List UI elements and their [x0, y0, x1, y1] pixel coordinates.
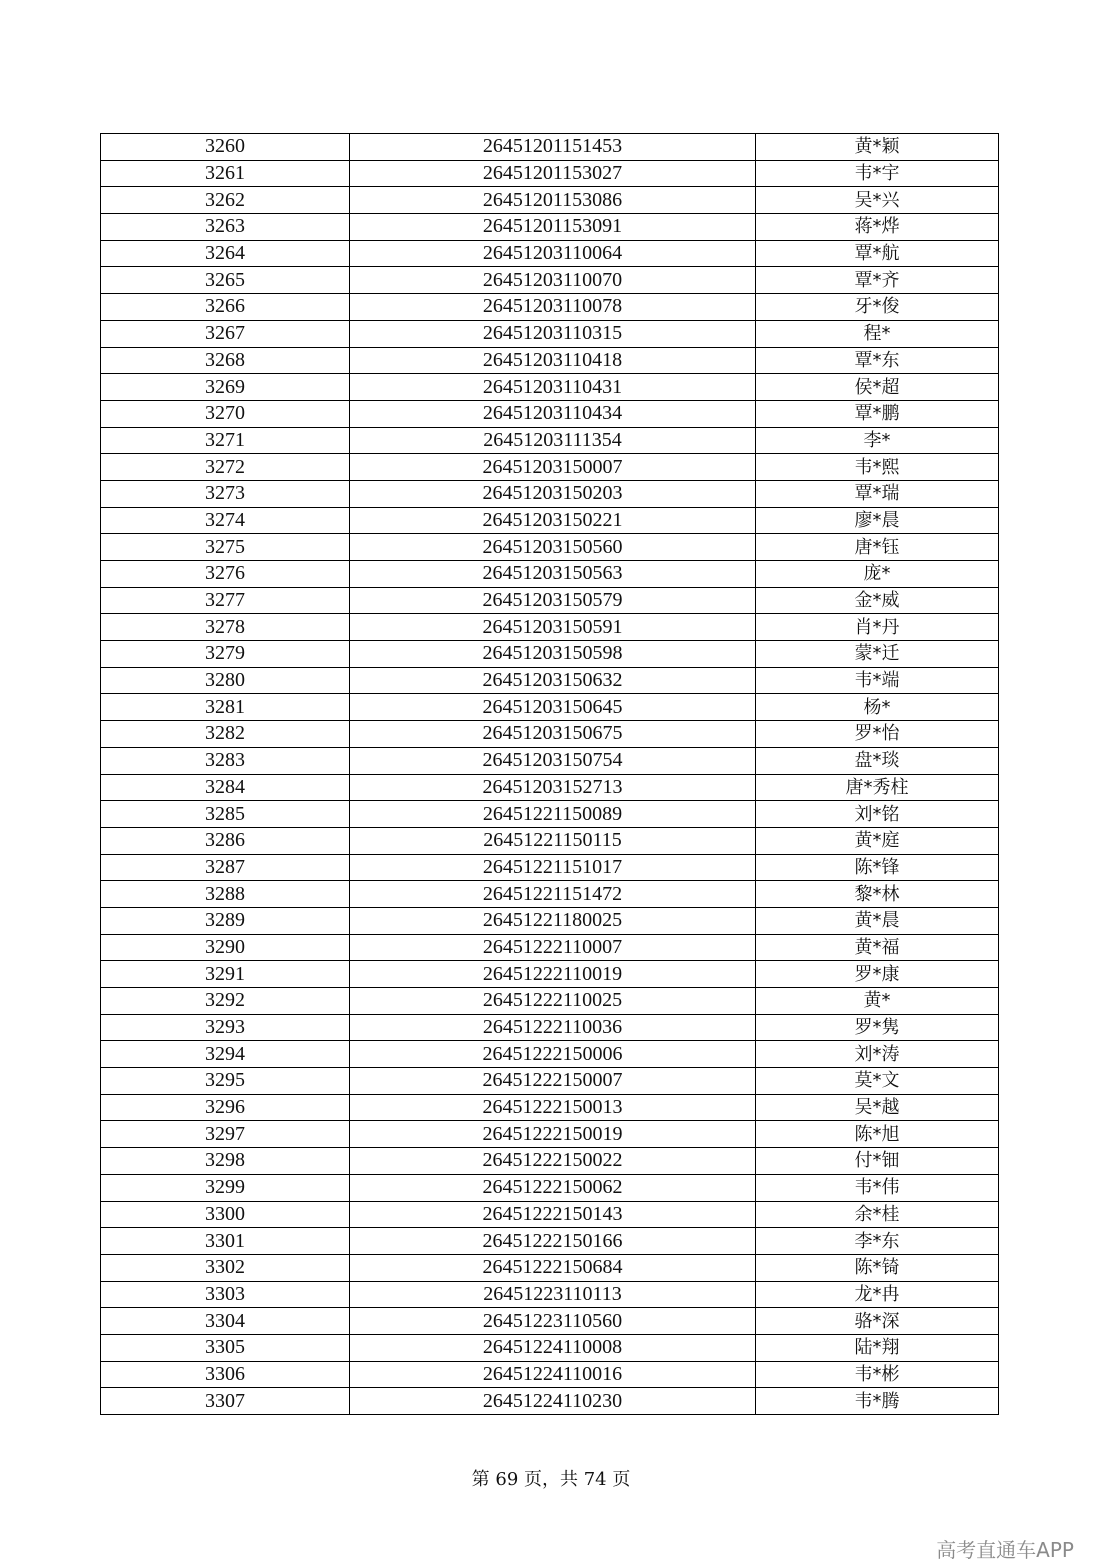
- row-number-cell: 3297: [101, 1121, 350, 1148]
- row-number-cell: 3282: [101, 721, 350, 748]
- exam-id-cell: 26451222150013: [350, 1094, 756, 1121]
- table-row: [101, 134, 999, 161]
- row-number-cell: 3279: [101, 641, 350, 668]
- row-number-cell: 3260: [101, 134, 350, 161]
- row-number-cell: 3271: [101, 427, 350, 454]
- student-name-cell: 唐*秀柱: [756, 774, 999, 801]
- table-row: [101, 1094, 999, 1121]
- exam-id-cell: 26451203111354: [350, 427, 756, 454]
- exam-id-cell: 26451222110025: [350, 988, 756, 1015]
- student-name-cell: 牙*俊: [756, 294, 999, 321]
- row-number-cell: 3289: [101, 907, 350, 934]
- table-row: [101, 667, 999, 694]
- row-number-cell: 3269: [101, 374, 350, 401]
- student-name-cell: 陆*翔: [756, 1334, 999, 1361]
- exam-id-cell: 26451224110016: [350, 1361, 756, 1388]
- table-row: [101, 427, 999, 454]
- row-number-cell: 3273: [101, 480, 350, 507]
- row-number-cell: 3287: [101, 854, 350, 881]
- row-number-cell: 3278: [101, 614, 350, 641]
- row-number-cell: 3292: [101, 988, 350, 1015]
- table-row: [101, 907, 999, 934]
- row-number-cell: 3264: [101, 240, 350, 267]
- exam-id-cell: 26451222150022: [350, 1148, 756, 1175]
- table-row: [101, 721, 999, 748]
- student-name-cell: 罗*隽: [756, 1014, 999, 1041]
- student-name-cell: 骆*深: [756, 1308, 999, 1335]
- row-number-cell: 3267: [101, 320, 350, 347]
- row-number-cell: 3276: [101, 561, 350, 588]
- exam-id-cell: 26451222110036: [350, 1014, 756, 1041]
- student-name-cell: 韦*腾: [756, 1388, 999, 1415]
- table-row: [101, 1361, 999, 1388]
- watermark-text: 高考直通车APP: [936, 1538, 1074, 1562]
- table-row: [101, 454, 999, 481]
- exam-id-cell: 26451224110008: [350, 1334, 756, 1361]
- row-number-cell: 3296: [101, 1094, 350, 1121]
- exam-id-cell: 26451203110078: [350, 294, 756, 321]
- exam-id-cell: 26451203150675: [350, 721, 756, 748]
- student-name-cell: 覃*瑞: [756, 480, 999, 507]
- table-row: [101, 1121, 999, 1148]
- table-row: [101, 480, 999, 507]
- student-name-cell: 吴*兴: [756, 187, 999, 214]
- row-number-cell: 3274: [101, 507, 350, 534]
- student-name-cell: 蒋*烨: [756, 214, 999, 241]
- exam-id-cell: 26451221180025: [350, 907, 756, 934]
- row-number-cell: 3275: [101, 534, 350, 561]
- table-row: [101, 507, 999, 534]
- exam-id-cell: 26451221150115: [350, 827, 756, 854]
- roster-body: [101, 134, 999, 1415]
- student-name-cell: 李*东: [756, 1228, 999, 1255]
- table-row: [101, 1201, 999, 1228]
- student-name-cell: 刘*铭: [756, 801, 999, 828]
- exam-id-cell: 26451203150563: [350, 561, 756, 588]
- student-name-cell: 陈*旭: [756, 1121, 999, 1148]
- student-name-cell: 付*钿: [756, 1148, 999, 1175]
- table-row: [101, 240, 999, 267]
- exam-id-cell: 26451203150203: [350, 480, 756, 507]
- student-name-cell: 刘*涛: [756, 1041, 999, 1068]
- table-row: [101, 294, 999, 321]
- exam-id-cell: 26451221151472: [350, 881, 756, 908]
- exam-id-cell: 26451222150019: [350, 1121, 756, 1148]
- exam-id-cell: 26451222150007: [350, 1068, 756, 1095]
- table-row: [101, 1174, 999, 1201]
- table-row: [101, 587, 999, 614]
- student-name-cell: 庞*: [756, 561, 999, 588]
- table-row: [101, 400, 999, 427]
- row-number-cell: 3305: [101, 1334, 350, 1361]
- row-number-cell: 3280: [101, 667, 350, 694]
- exam-id-cell: 26451222110007: [350, 934, 756, 961]
- table-row: [101, 1228, 999, 1255]
- table-row: [101, 1014, 999, 1041]
- table-row: [101, 187, 999, 214]
- exam-id-cell: 26451221150089: [350, 801, 756, 828]
- student-name-cell: 廖*晨: [756, 507, 999, 534]
- student-name-cell: 覃*东: [756, 347, 999, 374]
- exam-id-cell: 26451201153027: [350, 160, 756, 187]
- table-row: [101, 694, 999, 721]
- exam-id-cell: 26451203150632: [350, 667, 756, 694]
- student-name-cell: 罗*康: [756, 961, 999, 988]
- student-name-cell: 蒙*迁: [756, 641, 999, 668]
- student-name-cell: 韦*伟: [756, 1174, 999, 1201]
- exam-id-cell: 26451201151453: [350, 134, 756, 161]
- table-row: [101, 934, 999, 961]
- row-number-cell: 3268: [101, 347, 350, 374]
- student-name-cell: 杨*: [756, 694, 999, 721]
- exam-id-cell: 26451201153091: [350, 214, 756, 241]
- student-name-cell: 黄*: [756, 988, 999, 1015]
- table-row: [101, 1148, 999, 1175]
- row-number-cell: 3262: [101, 187, 350, 214]
- table-row: [101, 961, 999, 988]
- exam-id-cell: 26451222110019: [350, 961, 756, 988]
- table-row: [101, 534, 999, 561]
- exam-id-cell: 26451203150221: [350, 507, 756, 534]
- exam-id-cell: 26451203152713: [350, 774, 756, 801]
- table-row: [101, 801, 999, 828]
- student-name-cell: 罗*怡: [756, 721, 999, 748]
- table-row: [101, 827, 999, 854]
- table-row: [101, 320, 999, 347]
- row-number-cell: 3293: [101, 1014, 350, 1041]
- student-name-cell: 黎*林: [756, 881, 999, 908]
- student-name-cell: 莫*文: [756, 1068, 999, 1095]
- roster-table: [100, 133, 999, 1415]
- row-number-cell: 3270: [101, 400, 350, 427]
- student-name-cell: 陈*锜: [756, 1254, 999, 1281]
- table-row: [101, 747, 999, 774]
- row-number-cell: 3298: [101, 1148, 350, 1175]
- exam-id-cell: 26451203150560: [350, 534, 756, 561]
- table-row: [101, 641, 999, 668]
- exam-id-cell: 26451203110064: [350, 240, 756, 267]
- exam-id-cell: 26451201153086: [350, 187, 756, 214]
- row-number-cell: 3295: [101, 1068, 350, 1095]
- student-name-cell: 黄*福: [756, 934, 999, 961]
- table-row: [101, 1281, 999, 1308]
- student-name-cell: 覃*鹏: [756, 400, 999, 427]
- student-name-cell: 韦*宇: [756, 160, 999, 187]
- exam-id-cell: 26451222150062: [350, 1174, 756, 1201]
- student-name-cell: 侯*超: [756, 374, 999, 401]
- row-number-cell: 3265: [101, 267, 350, 294]
- table-row: [101, 1388, 999, 1415]
- exam-id-cell: 26451203110315: [350, 320, 756, 347]
- exam-id-cell: 26451203150579: [350, 587, 756, 614]
- exam-id-cell: 26451203150591: [350, 614, 756, 641]
- row-number-cell: 3283: [101, 747, 350, 774]
- row-number-cell: 3299: [101, 1174, 350, 1201]
- row-number-cell: 3285: [101, 801, 350, 828]
- exam-id-cell: 26451203110070: [350, 267, 756, 294]
- table-row: [101, 1068, 999, 1095]
- row-number-cell: 3263: [101, 214, 350, 241]
- exam-id-cell: 26451222150684: [350, 1254, 756, 1281]
- student-name-cell: 黄*庭: [756, 827, 999, 854]
- table-row: [101, 267, 999, 294]
- row-number-cell: 3307: [101, 1388, 350, 1415]
- student-name-cell: 黄*晨: [756, 907, 999, 934]
- row-number-cell: 3281: [101, 694, 350, 721]
- row-number-cell: 3291: [101, 961, 350, 988]
- student-name-cell: 覃*航: [756, 240, 999, 267]
- student-name-cell: 金*威: [756, 587, 999, 614]
- exam-id-cell: 26451203150598: [350, 641, 756, 668]
- row-number-cell: 3294: [101, 1041, 350, 1068]
- student-name-cell: 黄*颖: [756, 134, 999, 161]
- exam-id-cell: 26451203150007: [350, 454, 756, 481]
- student-name-cell: 余*桂: [756, 1201, 999, 1228]
- exam-id-cell: 26451223110560: [350, 1308, 756, 1335]
- table-row: [101, 774, 999, 801]
- exam-id-cell: 26451203150754: [350, 747, 756, 774]
- student-name-cell: 程*: [756, 320, 999, 347]
- table-row: [101, 214, 999, 241]
- exam-id-cell: 26451203110431: [350, 374, 756, 401]
- student-name-cell: 陈*锋: [756, 854, 999, 881]
- row-number-cell: 3303: [101, 1281, 350, 1308]
- row-number-cell: 3286: [101, 827, 350, 854]
- exam-id-cell: 26451224110230: [350, 1388, 756, 1415]
- row-number-cell: 3284: [101, 774, 350, 801]
- row-number-cell: 3272: [101, 454, 350, 481]
- student-name-cell: 龙*冉: [756, 1281, 999, 1308]
- row-number-cell: 3306: [101, 1361, 350, 1388]
- table-row: [101, 1254, 999, 1281]
- row-number-cell: 3302: [101, 1254, 350, 1281]
- student-name-cell: 韦*端: [756, 667, 999, 694]
- row-number-cell: 3290: [101, 934, 350, 961]
- table-row: [101, 1308, 999, 1335]
- exam-id-cell: 26451203110418: [350, 347, 756, 374]
- table-row: [101, 854, 999, 881]
- exam-id-cell: 26451221151017: [350, 854, 756, 881]
- exam-id-cell: 26451222150166: [350, 1228, 756, 1255]
- table-row: [101, 988, 999, 1015]
- student-name-cell: 吴*越: [756, 1094, 999, 1121]
- table-row: [101, 160, 999, 187]
- exam-id-cell: 26451203110434: [350, 400, 756, 427]
- row-number-cell: 3266: [101, 294, 350, 321]
- page-footer: 第 69 页，共 74 页: [471, 1469, 631, 1490]
- student-name-cell: 唐*钰: [756, 534, 999, 561]
- row-number-cell: 3261: [101, 160, 350, 187]
- student-name-cell: 盘*琰: [756, 747, 999, 774]
- row-number-cell: 3304: [101, 1308, 350, 1335]
- table-row: [101, 1334, 999, 1361]
- exam-id-cell: 26451203150645: [350, 694, 756, 721]
- student-name-cell: 覃*齐: [756, 267, 999, 294]
- table-row: [101, 347, 999, 374]
- student-name-cell: 韦*彬: [756, 1361, 999, 1388]
- table-row: [101, 614, 999, 641]
- exam-id-cell: 26451223110113: [350, 1281, 756, 1308]
- row-number-cell: 3288: [101, 881, 350, 908]
- table-row: [101, 374, 999, 401]
- row-number-cell: 3277: [101, 587, 350, 614]
- student-name-cell: 肖*丹: [756, 614, 999, 641]
- row-number-cell: 3301: [101, 1228, 350, 1255]
- table-row: [101, 1041, 999, 1068]
- row-number-cell: 3300: [101, 1201, 350, 1228]
- student-name-cell: 李*: [756, 427, 999, 454]
- exam-id-cell: 26451222150006: [350, 1041, 756, 1068]
- table-row: [101, 881, 999, 908]
- table-row: [101, 561, 999, 588]
- exam-id-cell: 26451222150143: [350, 1201, 756, 1228]
- student-name-cell: 韦*熙: [756, 454, 999, 481]
